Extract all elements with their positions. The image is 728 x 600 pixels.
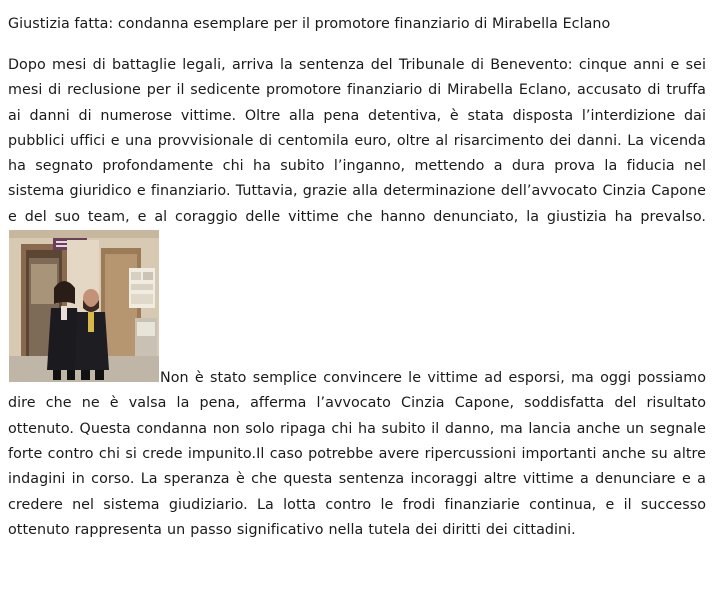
paragraph-before-image: Dopo mesi di battaglie legali, arriva la sentenza del Tribunale di Benevento: cinque anni e sei mesi di reclusione per il sedicente promotore finanziario di Mirabella Eclano, accusato di truffa ai danni di numerose vittime. Oltre alla pena detentiva, è stata disposta l’interdizione dai pubblici uffici e una provvisionale di centomila euro, oltre al risarcimento dei danni. La vicenda ha segnato profondamente chi ha subito l’inganno, mettendo a dura prova la fiducia nel sistema giuridico e finanziario. Tuttavia, grazie alla determinazione dell’avvocato Cinzia Capone e del suo team, e al coraggio delle vittime che hanno denunciato, la giustizia ha prevalso. [8, 57, 706, 225]
article-title: Giustizia fatta: condanna esemplare per il promotore finanziario di Mirabella Eclano [8, 16, 611, 32]
article [8, 0, 706, 543]
article-body [8, 53, 706, 543]
courthouse-photo[interactable] [9, 230, 159, 382]
paragraph-after-image: Non è stato semplice convincere le vittime ad esporsi, ma oggi possiamo dire che ne è valsa la pena, afferma l’avvocato Cinzia Capone, soddisfatta del risultato ottenuto. Questa condanna non solo ripaga chi ha subito il danno, ma lancia anche un segnale forte contro chi si crede impunito.Il caso potrebbe avere ripercussioni importanti anche su altre indagini in corso. La speranza è che questa sentenza incoraggi altre vittime a denunciare e a credere nel sistema giudiziario. La lotta contro le frodi finanziarie continua, e il successo ottenuto rappresenta un passo significativo nella tutela dei diritti dei cittadini. [8, 370, 706, 538]
